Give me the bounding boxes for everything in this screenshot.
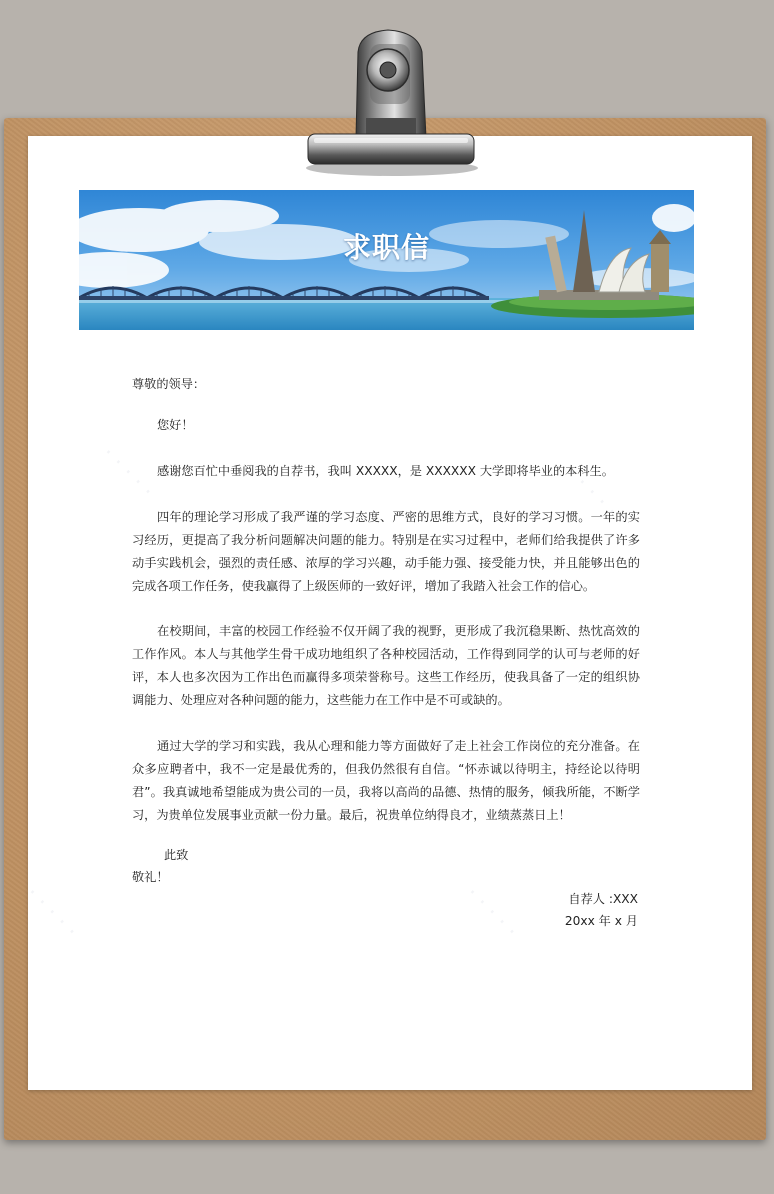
signature-block <box>132 888 638 932</box>
greeting: 您好！ <box>157 418 194 432</box>
regards: 敬礼！ <box>132 870 169 884</box>
banner-title: 求职信 <box>342 231 430 264</box>
letter-body <box>132 374 640 932</box>
binder-clip-icon <box>300 26 482 178</box>
paragraph-study: 四年的理论学习形成了我严谨的学习态度、严密的思维方式，良好的学习习惯。一年的实习经历，更提高了我分析问题解决问题的能力。特别是在实习过程中，老师们给我提供了许多动手实践机会，强烈的责任感、浓厚的学习兴趣，动手能力强、接受能力快，并且能够出色的完成各项工作任务，使我赢得了上级医师的一致好评，增加了我踏入社会工作的信心。 <box>132 510 640 593</box>
paragraph-campus: 在校期间，丰富的校园工作经验不仅开阔了我的视野，更形成了我沉稳果断、热忱高效的工作作风。本人与其他学生骨干成功地组织了各种校园活动，工作得到同学的认可与老师的好评，本人也多次因为工作出色而赢得多项荣誉称号。这些工作经历，使我具备了一定的组织协调能力、处理应对各种问题的能力，这些能力在工作中是不可或缺的。 <box>132 624 640 707</box>
closing-phrase: 此致 <box>164 848 189 862</box>
signature: 自荐人 :XXX <box>568 892 638 906</box>
paragraph-closing: 通过大学的学习和实践，我从心理和能力等方面做好了走上社会工作岗位的充分准备。在众多应聘者中，我不一定是最优秀的，但我仍然很有自信。“怀赤诚以待明主，持经论以待明君”。我真诚地希望能成为贵公司的一员，我将以高尚的品德、热情的服务，倾我所能，不断学习，为贵单位发展事业贡献一份力量。最后，祝贵单位纳得良才，业绩蒸蒸日上！ <box>132 739 640 822</box>
paragraph-intro: 感谢您百忙中垂阅我的自荐书，我叫 XXXXX，是 XXXXXX 大学即将毕业的本科生。 <box>157 464 614 478</box>
header-banner <box>79 190 694 330</box>
salutation: 尊敬的领导： <box>132 377 206 391</box>
date: 20xx 年 x 月 <box>564 914 638 928</box>
